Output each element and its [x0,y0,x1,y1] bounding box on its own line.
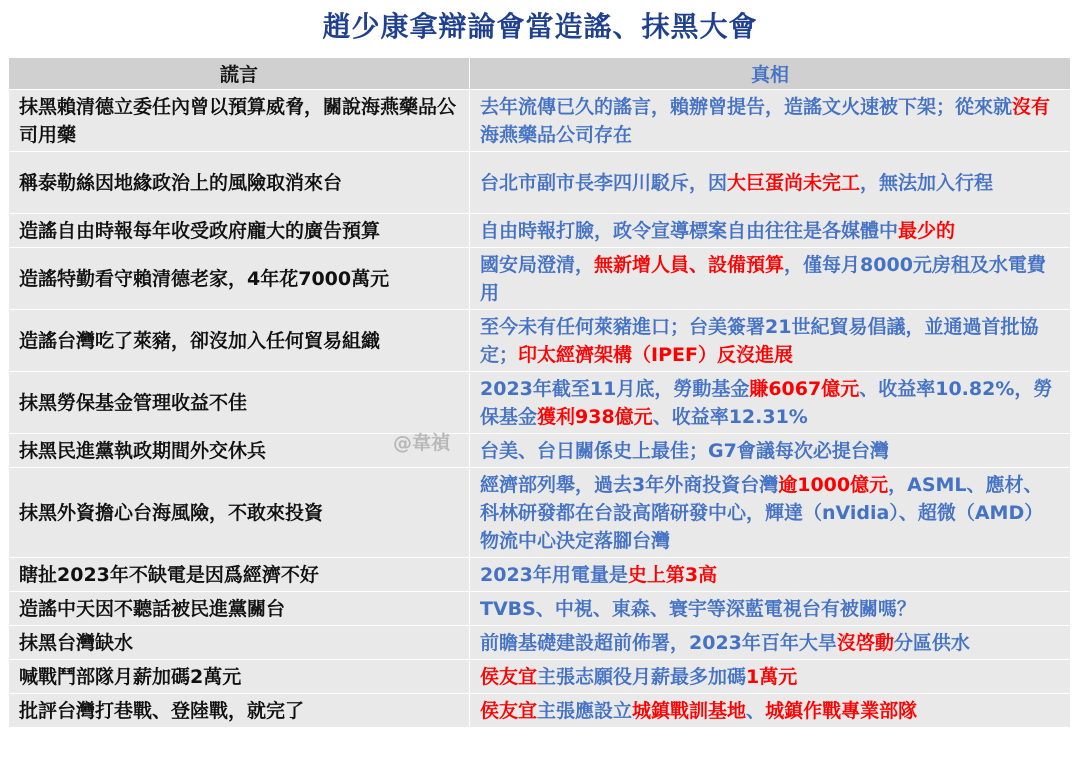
truth-cell [470,248,1071,310]
truth-text: ，僅每月8000元房租及水電費用 [480,253,1046,304]
rumor-cell: 造謠中天因不聽話被民進黨關台 [9,592,470,626]
truth-text: 主張志願役月薪最多加碼 [537,665,747,688]
rumor-cell: 造謠自由時報每年收受政府龐大的廣告預算 [9,214,470,248]
table-row [9,152,1071,214]
table-row [9,90,1071,152]
truth-cell [470,152,1071,214]
rumor-cell: 抹黑賴清德立委任內曾以預算威脅，關說海燕藥品公司用藥 [9,90,470,152]
rumor-cell: 瞎扯2023年不缺電是因爲經濟不好 [9,558,470,592]
truth-text: ，ASML、應材、科林研發都在台設高階研發中心，輝達（nVidia）、超微（AMD）物流中心決定落腳台灣 [480,473,1044,552]
column-header-rumor: 謊言 [9,58,470,90]
truth-cell [470,434,1071,468]
table-row [9,214,1071,248]
rumor-truth-table [8,57,1071,728]
truth-text: 、收益率12.31% [652,405,808,428]
table-row [9,694,1071,728]
truth-cell [470,214,1071,248]
truth-highlight: 逾1000億元 [778,473,889,496]
truth-highlight: 侯友宜 [480,665,538,688]
rumor-cell: 抹黑外資擔心台海風險，不敢來投資 [9,468,470,558]
column-header-truth: 真相 [470,58,1071,90]
truth-highlight: 最少的 [898,219,956,242]
table-row [9,372,1071,434]
page-title: 趙少康拿辯論會當造謠、抹黑大會 [322,10,758,43]
truth-text: 2023年截至11月底，勞動基金 [480,377,750,400]
truth-highlight: 獲利938億元 [537,405,653,428]
truth-text: 台北市副市長李四川駁斥，因 [480,171,728,194]
truth-text: 主張應設立 [537,699,633,722]
table-row [9,660,1071,694]
table-row [9,468,1071,558]
truth-cell [470,592,1071,626]
rumor-cell: 抹黑民進黨執政期間外交休兵 [9,434,470,468]
rumor-cell: 抹黑台灣缺水 [9,626,470,660]
truth-highlight: 城鎮作戰專業部隊 [765,699,918,722]
truth-text: ，無法加入行程 [860,171,994,194]
truth-text: 自由時報打臉，政令宣導標案自由往往是各媒體中 [480,219,899,242]
truth-text: 、收益率10.82%，勞保基金 [480,377,1053,428]
watermark: @韋禎 [393,432,451,454]
truth-text: 海燕藥品公司存在 [480,123,633,146]
truth-text: 經濟部列舉，過去3年外商投資台灣 [480,473,779,496]
rumor-cell: 稱泰勒絲因地緣政治上的風險取消來台 [9,152,470,214]
rumor-cell: 造謠特勤看守賴清德老家，4年花7000萬元 [9,248,470,310]
truth-text: 分區供水 [893,631,970,654]
truth-highlight: 沒啓動 [836,631,894,654]
table-row [9,558,1071,592]
table-row [9,434,1071,468]
truth-cell [470,694,1071,728]
truth-cell [470,372,1071,434]
table-body [9,90,1071,728]
truth-highlight: 賺6067億元 [749,377,860,400]
table-row [9,310,1071,372]
truth-highlight: 印太經濟架構（IPEF）反沒進展 [518,343,793,366]
table-row [9,626,1071,660]
truth-text: 2023年用電量是 [480,563,628,586]
truth-highlight: 大巨蛋尚未完工 [727,171,861,194]
truth-highlight: 1萬元 [746,665,798,688]
truth-highlight: 無新增人員、設備預算 [594,253,785,276]
table-header-row [9,58,1071,90]
truth-cell [470,90,1071,152]
truth-text: 、 [746,699,766,722]
rumor-cell: 造謠台灣吃了萊豬，卻沒加入任何貿易組織 [9,310,470,372]
truth-highlight: 城鎮戰訓基地 [632,699,747,722]
truth-cell [470,626,1071,660]
truth-cell [470,310,1071,372]
truth-text: TVBS、中視、東森、寰宇等深藍電視台有被關嗎？ [480,597,916,620]
truth-text: 至今未有任何萊豬進口；台美簽署21世紀貿易倡議，並通過首批協定； [480,315,1039,366]
rumor-cell: 喊戰鬥部隊月薪加碼2萬元 [9,660,470,694]
truth-text: 前瞻基礎建設超前佈署，2023年百年大旱 [480,631,837,654]
truth-cell [470,468,1071,558]
truth-highlight: 史上第3高 [627,563,718,586]
truth-highlight: 侯友宜 [480,699,538,722]
truth-text: 台美、台日關係史上最佳；G7會議每次必提台灣 [480,439,889,462]
rumor-cell: 批評台灣打巷戰、登陸戰，就完了 [9,694,470,728]
truth-cell [470,660,1071,694]
truth-highlight: 沒有 [1012,95,1051,118]
table-row [9,592,1071,626]
truth-text: 去年流傳已久的謠言，賴辦曾提告，造謠文火速被下架；從來就 [480,95,1013,118]
truth-cell [470,558,1071,592]
table-row [9,248,1071,310]
rumor-cell: 抹黑勞保基金管理收益不佳 [9,372,470,434]
truth-text: 國安局澄清， [480,253,595,276]
